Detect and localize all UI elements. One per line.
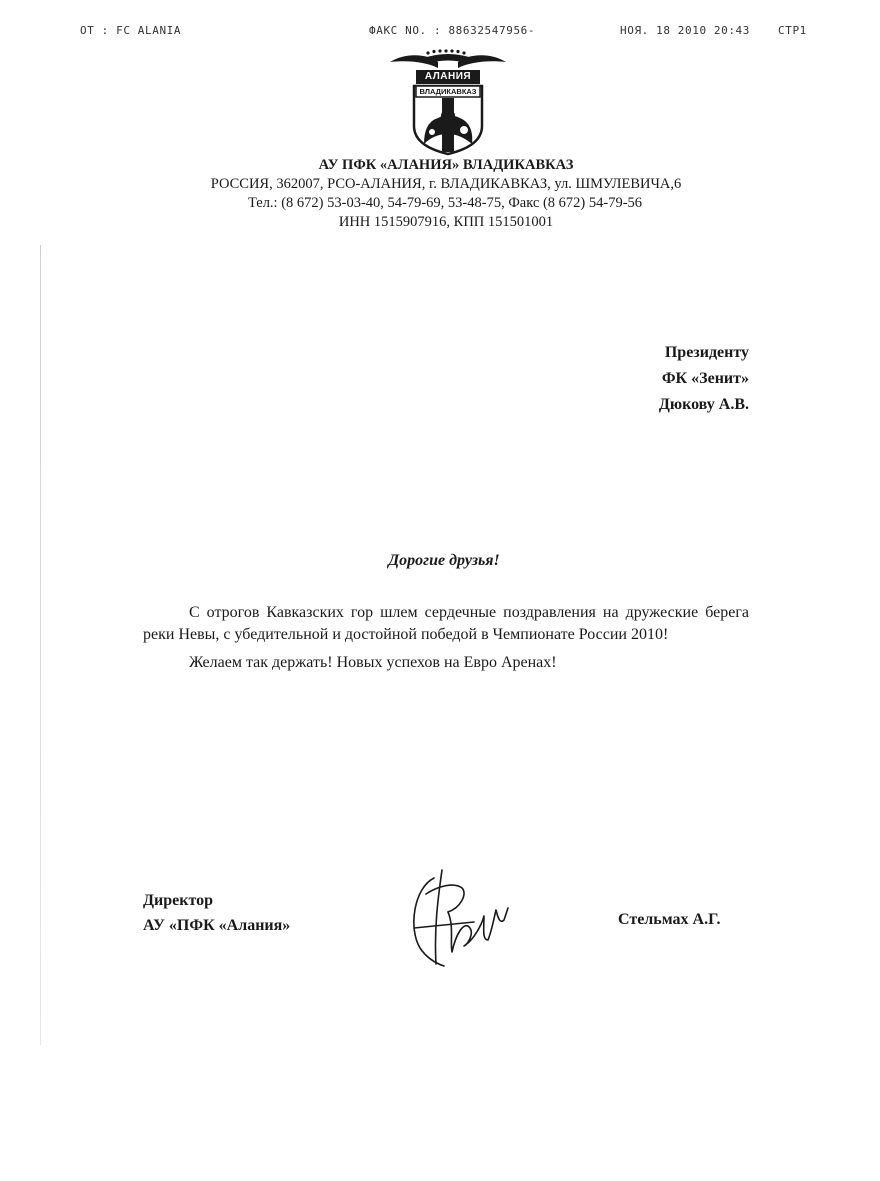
addressee-title: Президенту — [664, 344, 749, 361]
fax-number: ФАКС NO. : 88632547956- — [369, 24, 536, 37]
signer-position: Директор — [143, 892, 213, 909]
fax-date-time: НОЯ. 18 2010 20:43 — [620, 24, 751, 37]
fax-header — [0, 24, 880, 40]
handwritten-signature-icon — [404, 868, 516, 972]
organization-title: АУ ПФК «АЛАНИЯ» ВЛАДИКАВКАЗ — [318, 157, 574, 173]
scan-margin-line — [40, 245, 41, 1045]
salutation-text: Дорогие друзья! — [388, 552, 500, 569]
logo-ribbon-text: АЛАНИЯ — [424, 71, 472, 82]
organization-address: РОССИЯ, 362007, РСО-АЛАНИЯ, г. ВЛАДИКАВКАЗ, ул. ШМУЛЕВИЧА,6 — [210, 176, 682, 192]
organization-phones: Тел.: (8 672) 53-03-40, 54-79-69, 53-48-75, Факс (8 672) 54-79-56 — [247, 195, 643, 211]
letterhead — [0, 156, 880, 232]
fc-alania-crest-icon — [388, 48, 508, 156]
letter-paragraph-2: Желаем так держать! Новых успехов на Евро Аренах! — [189, 654, 557, 671]
signer-position-block — [143, 888, 290, 938]
signer-organization: АУ «ПФК «Алания» — [143, 917, 291, 934]
addressee-organization: ФК «Зенит» — [661, 370, 749, 387]
letter-paragraph-1: С отрогов Кавказских гор шлем сердечные поздравления на дружеские берега реки Невы, с убедительной и достойной победой в Чемпионате России 2010! — [143, 604, 749, 643]
signer-name: Стельмах А.Г. — [618, 911, 721, 928]
fax-sender: OT : FC ALANIA — [80, 24, 182, 37]
salutation — [0, 552, 880, 570]
fax-page: СТР1 — [778, 24, 807, 37]
addressee-name: Дюкову А.В. — [658, 396, 749, 413]
organization-inn-kpp: ИНН 1515907916, КПП 151501001 — [338, 214, 554, 230]
letter-body — [143, 602, 749, 674]
addressee-block — [659, 340, 749, 418]
logo-city-text: ВЛАДИКАВКАЗ — [419, 87, 477, 96]
